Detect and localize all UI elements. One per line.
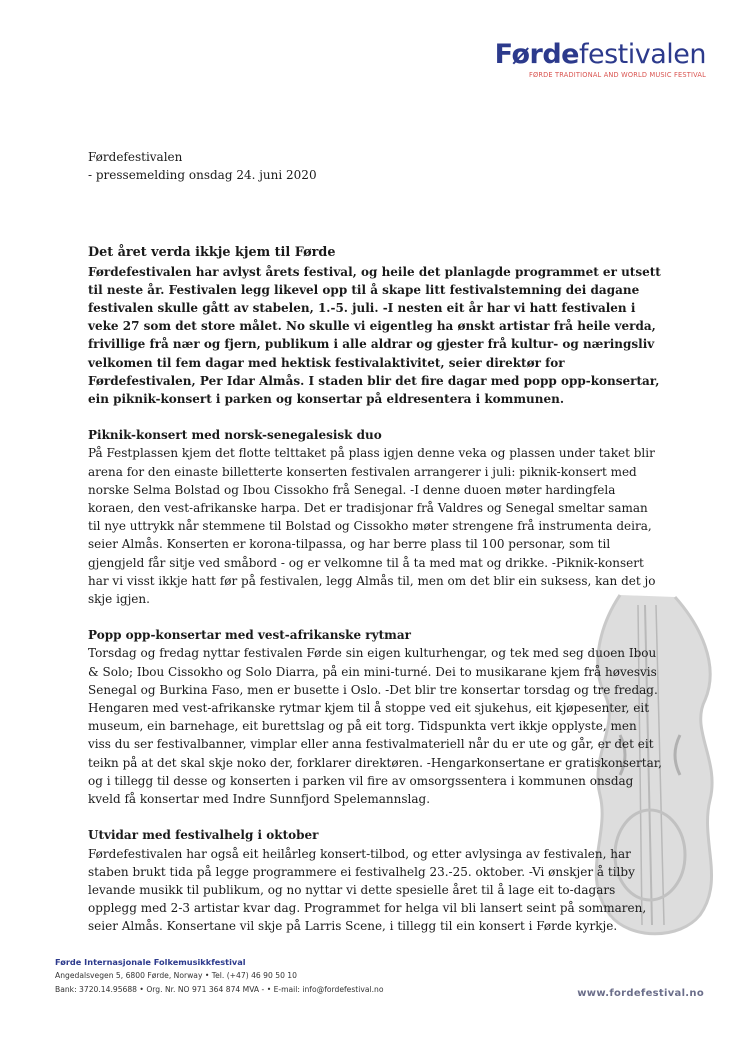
sender-block bbox=[88, 148, 663, 184]
logo-wordmark bbox=[495, 40, 706, 70]
press-release bbox=[88, 148, 663, 936]
festival-logo bbox=[495, 40, 706, 79]
section-body-popp-opp: Torsdag og fredag nyttar festivalen Førde sin eigen kulturhengar, og tek med seg duoen Ibou & Solo; Ibou Cissokho og Solo Diarra, på ein mini-turné. Dei to musikarane kjem frå høvesvis Senegal og Burkina Faso, men er busette i Oslo. -Det blir tre konsertar torsdag og tre fredag. Hengaren med vest-afrikanske rytmar kjem til å stoppe ved eit sjukehus, eit kjøpesenter, eit museum, ein barnehage, eit burettslag og på eit torg. Tidspunkta vert ikkje opplyste, men viss du ser festivalbanner, vimplar eller anna festivalmateriell når du er ute og går, er det eit teikn på at det skal skje noko der, forklarer direktøren. -Hengarkonsertane er gratiskonsertar, og i tillegg til desse og konserten i parken vil fire av omsorgssentera i kommunen onsdag kveld få konsertar med Indre Sunnfjord Spelemannslag. bbox=[88, 646, 662, 807]
article-title: Det året verda ikkje kjem til Førde bbox=[88, 245, 336, 261]
sender-name: Førdefestivalen bbox=[88, 150, 183, 164]
section-body-piknik: På Festplassen kjem det flotte telttaket på plass igjen denne veka og plassen under taket blir arena for den einaste billetterte konserten festivalen arrangerer i juli: piknik-konsert med norske Selma Bolstad og Ibou Cissokho frå Senegal. -I denne duoen møter hardingfela koraen, den vest-afrikanske harpa. Det er tradisjonar frå Valdres og Senegal smeltar saman til nye uttrykk når stemmene til Bolstad og Cissokho møter strengene frå instrumenta deira, seier Almås. Konserten er korona-tilpassa, og har berre plass til 100 personar, som til gjengjeld får sitje ved småbord - og er velkomne til å ta med mat og drikke. -Piknik-konsert har vi visst ikkje hatt før på festivalen, legg Almås til, men om det blir ein suksess, kan det jo skje igjen. bbox=[88, 446, 656, 607]
section-heading-piknik: Piknik-konsert med norsk-senegalesisk duo bbox=[88, 428, 382, 443]
logo-tagline: FØRDE TRADITIONAL AND WORLD MUSIC FESTIVAL bbox=[528, 71, 706, 79]
section-heading-oktober: Utvidar med festivalhelg i oktober bbox=[88, 828, 319, 843]
footer-org-name: Førde Internasjonale Folkemusikkfestival bbox=[55, 957, 246, 967]
article-lead: Førdefestivalen har avlyst årets festival, og heile det planlagde programmet er utsett til neste år. Festivalen legg likevel opp til å skape litt festivalstemning dei dagane festivalen skulle gått av stabelen, 1.-5. juli. -I nesten eit år har vi hatt festivalen i veke 27 som det store målet. No skulle vi eigentleg ha ønskt artistar frå heile verda, frivillige frå nær og fjern, publikum i alle aldrar og gjester frå kultur- og næringsliv velkomen til fem dagar med hektisk festivalaktivitet, seier direktør for Førdefestivalen, Per Idar Almås. I staden blir det fire dagar med popp opp-konsertar, ein piknik-konsert i parken og konsertar på eldresentera i kommunen. bbox=[88, 264, 661, 407]
section-body-oktober: Førdefestivalen har også eit heilårleg konsert-tilbod, og etter avlysinga av festivalen, har staben brukt tida på legge programmere ei festivalhelg 23.-25. oktober. -Vi ønskjer å tilby levande musikk til publikum, og no nyttar vi dette spesielle året til å lage eit to-dagars opplegg med 2-3 artistar kvar dag. Programmet for helga vil bli lansert seint på sommaren, seier Almås. Konsertane vil skje på Larris Scene, i tillegg til ein konsert i Førde kyrkje. bbox=[88, 846, 647, 934]
website-link[interactable]: www.fordefestival.no bbox=[577, 988, 704, 999]
footer bbox=[55, 955, 384, 997]
footer-bank-info: Bank: 3720.14.95688 • Org. Nr. NO 971 364 874 MVA - • E-mail: info@fordefestival.no bbox=[55, 985, 384, 994]
logo-part-forde: Førde bbox=[494, 39, 579, 70]
section-heading-popp-opp: Popp opp-konsertar med vest-afrikanske rytmar bbox=[88, 628, 411, 643]
press-release-date: - pressemelding onsdag 24. juni 2020 bbox=[88, 168, 317, 183]
logo-part-festivalen: festivalen bbox=[578, 39, 706, 70]
footer-address: Angedalsvegen 5, 6800 Førde, Norway • Tel. (+47) 46 90 50 10 bbox=[55, 971, 297, 980]
